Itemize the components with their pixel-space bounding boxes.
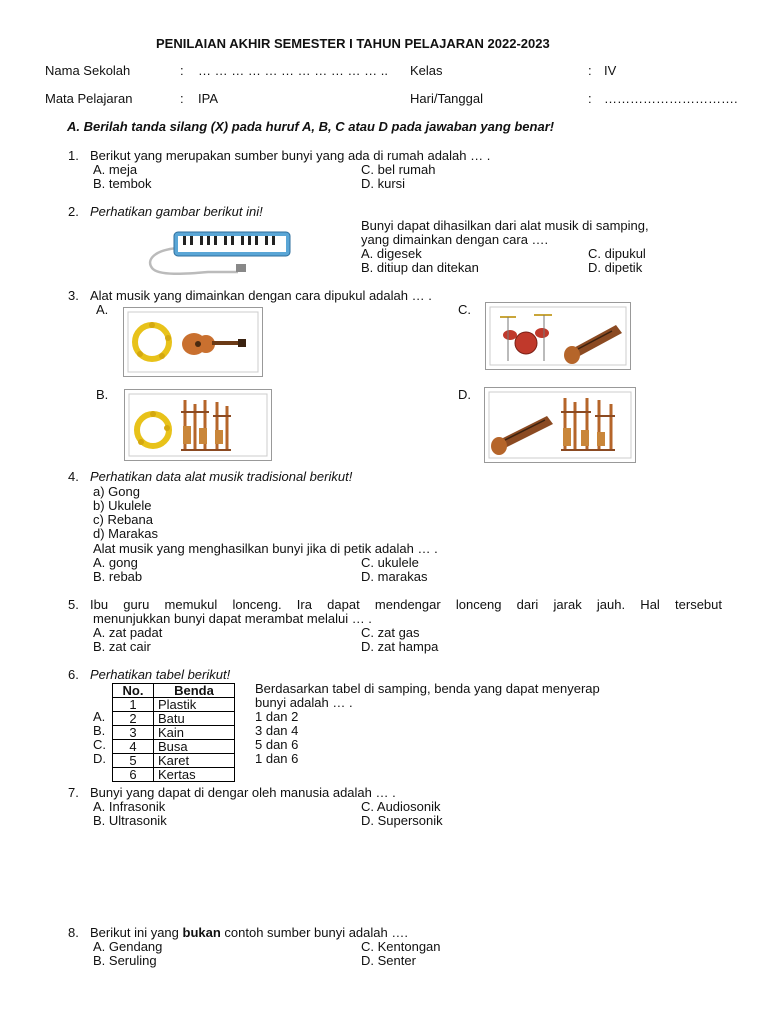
table-cell-benda: Busa xyxy=(154,740,235,754)
q3-option-a-image[interactable] xyxy=(123,307,263,377)
q5-option-a[interactable]: A. zat padat xyxy=(93,625,163,640)
q8-question xyxy=(90,926,408,940)
table-row xyxy=(113,740,235,754)
q6-option-b-letter[interactable]: B. xyxy=(93,723,106,738)
q3-option-b-letter[interactable]: B. xyxy=(96,387,109,402)
q2-option-a[interactable]: A. digesek xyxy=(361,246,422,261)
q1-question: Berikut yang merupakan sumber bunyi yang ada di rumah adalah … . xyxy=(90,148,491,163)
q8-option-a[interactable]: A. Gendang xyxy=(93,939,163,954)
kelas-value: IV xyxy=(604,63,617,78)
q6-option-a[interactable]: 1 dan 2 xyxy=(255,709,299,724)
hari-colon: : xyxy=(588,91,592,106)
q3-option-c-image[interactable] xyxy=(485,302,631,370)
q8-question-post: contoh sumber bunyi adalah …. xyxy=(220,925,408,940)
q5-option-c[interactable]: C. zat gas xyxy=(361,625,420,640)
table-row xyxy=(113,754,235,768)
q2-option-d[interactable]: D. dipetik xyxy=(588,260,643,275)
table-row xyxy=(113,698,235,712)
q6-option-d-letter[interactable]: D. xyxy=(93,751,106,766)
q3-option-c-letter[interactable]: C. xyxy=(458,302,471,317)
q4-item-b: b) Ukulele xyxy=(93,498,152,513)
nama-sekolah-colon: : xyxy=(180,63,184,78)
q7-option-a[interactable]: A. Infrasonik xyxy=(93,799,166,814)
q6-question: Perhatikan tabel berikut! xyxy=(90,667,231,682)
q4-option-d[interactable]: D. marakas xyxy=(361,569,428,584)
q3-option-b-image[interactable] xyxy=(124,389,272,461)
q2-description-line2: yang dimainkan dengan cara …. xyxy=(361,232,549,247)
table-cell-benda: Batu xyxy=(154,712,235,726)
mapel-label: Mata Pelajaran xyxy=(45,91,133,106)
table-header-row xyxy=(113,684,235,698)
q2-number: 2. xyxy=(68,204,79,219)
q7-question: Bunyi yang dapat di dengar oleh manusia adalah … . xyxy=(90,785,396,800)
hari-label: Hari/Tanggal xyxy=(410,91,483,106)
table-header-no: No. xyxy=(113,684,154,698)
table-cell-no: 4 xyxy=(113,740,154,754)
q2-option-b[interactable]: B. ditiup dan ditekan xyxy=(361,260,479,275)
q2-option-c[interactable]: C. dipukul xyxy=(588,246,646,261)
table-cell-no: 6 xyxy=(113,768,154,782)
table-cell-no: 5 xyxy=(113,754,154,768)
q5-question-line1: Ibu guru memukul lonceng. Ira dapat mendengar lonceng dari jarak jauh. Hal tersebut xyxy=(90,597,722,612)
section-a-instruction: A. Berilah tanda silang (X) pada huruf A, B, C atau D pada jawaban yang benar! xyxy=(67,119,555,134)
q5-number: 5. xyxy=(68,597,79,612)
table-header-benda: Benda xyxy=(154,684,235,698)
q6-description-line2: bunyi adalah … . xyxy=(255,695,353,710)
q6-option-c[interactable]: 5 dan 6 xyxy=(255,737,299,752)
q4-item-d: d) Marakas xyxy=(93,526,159,541)
table-cell-no: 3 xyxy=(113,726,154,740)
q4-prompt: Alat musik yang menghasilkan bunyi jika di petik adalah … . xyxy=(93,541,438,556)
nama-sekolah-value[interactable]: … … … … … … … … … … … .. xyxy=(198,63,388,78)
q2-question: Perhatikan gambar berikut ini! xyxy=(90,204,263,219)
q4-question: Perhatikan data alat musik tradisional berikut! xyxy=(90,469,353,484)
q1-option-d[interactable]: D. kursi xyxy=(361,176,406,191)
q5-option-b[interactable]: B. zat cair xyxy=(93,639,151,654)
kelas-label: Kelas xyxy=(410,63,443,78)
q4-option-a[interactable]: A. gong xyxy=(93,555,138,570)
q1-option-a[interactable]: A. meja xyxy=(93,162,138,177)
hari-value[interactable]: …………………………. xyxy=(604,91,738,106)
table-row xyxy=(113,726,235,740)
q8-option-b[interactable]: B. Seruling xyxy=(93,953,157,968)
q3-question: Alat musik yang dimainkan dengan cara dipukul adalah … . xyxy=(90,288,432,303)
table-cell-benda: Plastik xyxy=(154,698,235,712)
q6-option-c-letter[interactable]: C. xyxy=(93,737,106,752)
q6-option-a-letter[interactable]: A. xyxy=(93,709,106,724)
q5-option-d[interactable]: D. zat hampa xyxy=(361,639,439,654)
table-cell-no: 1 xyxy=(113,698,154,712)
kelas-colon: : xyxy=(588,63,592,78)
table-cell-no: 2 xyxy=(113,712,154,726)
q4-item-a: a) Gong xyxy=(93,484,140,499)
q7-option-b[interactable]: B. Ultrasonik xyxy=(93,813,167,828)
q7-option-d[interactable]: D. Supersonik xyxy=(361,813,443,828)
q4-option-b[interactable]: B. rebab xyxy=(93,569,143,584)
q1-option-b[interactable]: B. tembok xyxy=(93,176,152,191)
benda-table xyxy=(112,683,235,782)
q1-option-c[interactable]: C. bel rumah xyxy=(361,162,436,177)
q6-option-b[interactable]: 3 dan 4 xyxy=(255,723,299,738)
table-row xyxy=(113,712,235,726)
drumset-drum-icon xyxy=(486,303,630,369)
drum-angklung-icon xyxy=(485,388,635,462)
q8-option-d[interactable]: D. Senter xyxy=(361,953,416,968)
q3-number: 3. xyxy=(68,288,79,303)
q6-option-d[interactable]: 1 dan 6 xyxy=(255,751,299,766)
q4-number: 4. xyxy=(68,469,79,484)
tambourine-guitar-icon xyxy=(124,308,262,376)
q3-option-d-letter[interactable]: D. xyxy=(458,387,471,402)
page-title: PENILAIAN AKHIR SEMESTER I TAHUN PELAJARAN 2022-2023 xyxy=(156,36,550,51)
q3-option-d-image[interactable] xyxy=(484,387,636,463)
nama-sekolah-label: Nama Sekolah xyxy=(45,63,131,78)
table-row xyxy=(113,768,235,782)
q8-question-pre: Berikut ini yang xyxy=(90,925,183,940)
q8-number: 8. xyxy=(68,925,79,940)
table-cell-benda: Karet xyxy=(154,754,235,768)
mapel-colon: : xyxy=(180,91,184,106)
q4-item-c: c) Rebana xyxy=(93,512,153,527)
q1-number: 1. xyxy=(68,148,79,163)
q8-question-bold: bukan xyxy=(182,925,221,940)
q6-description-line1: Berdasarkan tabel di samping, benda yang dapat menyerap xyxy=(255,681,600,696)
table-cell-benda: Kertas xyxy=(154,768,235,782)
melodica-image xyxy=(146,224,296,286)
q8-option-c[interactable]: C. Kentongan xyxy=(361,939,441,954)
q4-option-c[interactable]: C. ukulele xyxy=(361,555,419,570)
q7-number: 7. xyxy=(68,785,79,800)
q5-question-line2: menunjukkan bunyi dapat merambat melalui … . xyxy=(93,611,372,626)
q6-number: 6. xyxy=(68,667,79,682)
q2-description-line1: Bunyi dapat dihasilkan dari alat musik di samping, xyxy=(361,218,649,233)
q7-option-c[interactable]: C. Audiosonik xyxy=(361,799,441,814)
mapel-value: IPA xyxy=(198,91,218,106)
q3-option-a-letter[interactable]: A. xyxy=(96,302,109,317)
tambourine-angklung-icon xyxy=(125,390,271,460)
table-cell-benda: Kain xyxy=(154,726,235,740)
